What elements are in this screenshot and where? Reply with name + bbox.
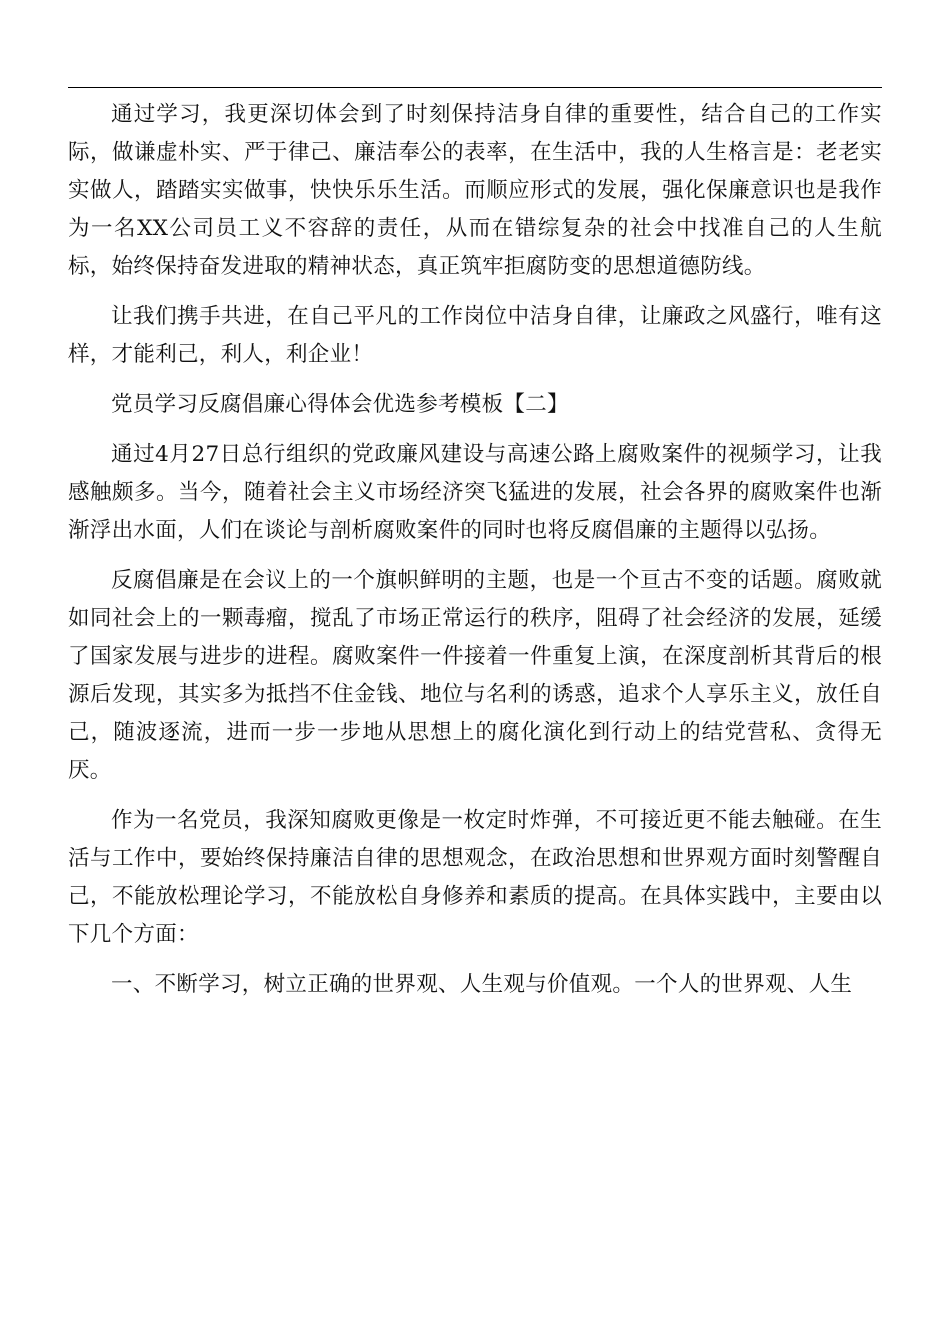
paragraph-6: 一、不断学习，树立正确的世界观、人生观与价值观。一个人的世界观、人生 bbox=[111, 972, 853, 997]
paragraph-2: 让我们携手共进，在自己平凡的工作岗位中洁身自律，让廉政之风盛行，唯有这样，才能利己，利人，利企业！ bbox=[68, 304, 882, 367]
paragraph-1: 通过学习，我更深切体会到了时刻保持洁身自律的重要性，结合自己的工作实际，做谦虚朴实、严于律己、廉洁奉公的表率，在生活中，我的人生格言是：老老实实做人，踏踏实实做事，快快乐乐生活。而顺应形式的发展，强化保廉意识也是我作为一名XX公司员工义不容辞的责任，从而在错综复杂的社会中找准自己的人生航标，始终保持奋发进取的精神状态，真正筑牢拒腐防变的思想道德防线。 bbox=[68, 102, 882, 279]
paragraph-3: 通过4月27日总行组织的党政廉风建设与高速公路上腐败案件的视频学习，让我感触颇多。当今，随着社会主义市场经济突飞猛进的发展，社会各界的腐败案件也渐渐浮出水面，人们在谈论与剖析腐败案件的同时也将反腐倡廉的主题得以弘扬。 bbox=[68, 442, 882, 543]
paragraph-4: 反腐倡廉是在会议上的一个旗帜鲜明的主题，也是一个亘古不变的话题。腐败就如同社会上的一颗毒瘤，搅乱了市场正常运行的秩序，阻碍了社会经济的发展，延缓了国家发展与进步的进程。腐败案件一件接着一件重复上演，在深度剖析其背后的根源后发现，其实多为抵挡不住金钱、地位与名利的诱惑，追求个人享乐主义，放任自己，随波逐流，进而一步一步地从思想上的腐化演化到行动上的结党营私、贪得无厌。 bbox=[68, 568, 882, 783]
paragraph-5: 作为一名党员，我深知腐败更像是一枚定时炸弹，不可接近更不能去触碰。在生活与工作中，要始终保持廉洁自律的思想观念，在政治思想和世界观方面时刻警醒自己，不能放松理论学习，不能放松自身修养和素质的提高。在具体实践中，主要由以下几个方面： bbox=[68, 808, 882, 947]
header-rule bbox=[68, 87, 882, 88]
section-heading: 党员学习反腐倡廉心得体会优选参考模板【二】 bbox=[111, 392, 569, 417]
document-body bbox=[68, 96, 882, 1016]
